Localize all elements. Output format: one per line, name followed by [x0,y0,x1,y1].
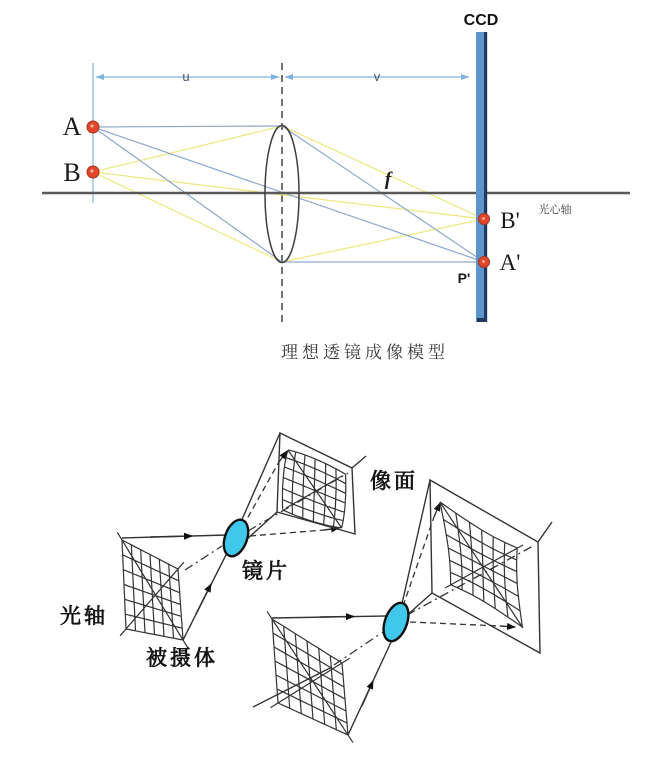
image-distance-label: v [373,69,381,84]
grid-lines [267,611,353,742]
lens-distortion-figure [60,433,552,743]
point-p-image-label: P' [457,270,471,286]
figure1-caption: 理想透镜成像模型 [281,343,449,362]
point-b-image-label: B' [500,208,520,233]
image-plane-label: 像面 [370,470,418,493]
point-b-dot [87,166,99,178]
object-distance-label: u [182,69,190,84]
lens-2-ellipse [379,599,413,644]
point-b-label: B [63,158,81,187]
optical-axis-label-bottom: 光轴 [60,605,108,628]
ideal-lens-model-figure [42,12,630,362]
point-a-image-dot [479,257,490,268]
grid-lines [117,532,187,647]
point-a-dot [87,121,99,133]
point-a-image-label: A' [499,250,521,275]
pincushion-distorted-image-grid [440,502,523,628]
ccd-sensor-bar [476,32,487,322]
ccd-label: CCD [463,12,499,29]
subject-grid-2 [267,611,353,742]
point-a-label: A [62,112,82,141]
focal-length-label: f [384,169,392,190]
lens-1-ellipse [219,516,253,559]
grid-lines [440,502,523,628]
subject-grid-1 [117,532,187,647]
subject-label: 被摄体 [146,647,218,670]
point-b-image-dot [479,214,490,225]
lens-label: 镜片 [242,560,290,583]
optical-axis-label: 光心轴 [538,204,572,216]
